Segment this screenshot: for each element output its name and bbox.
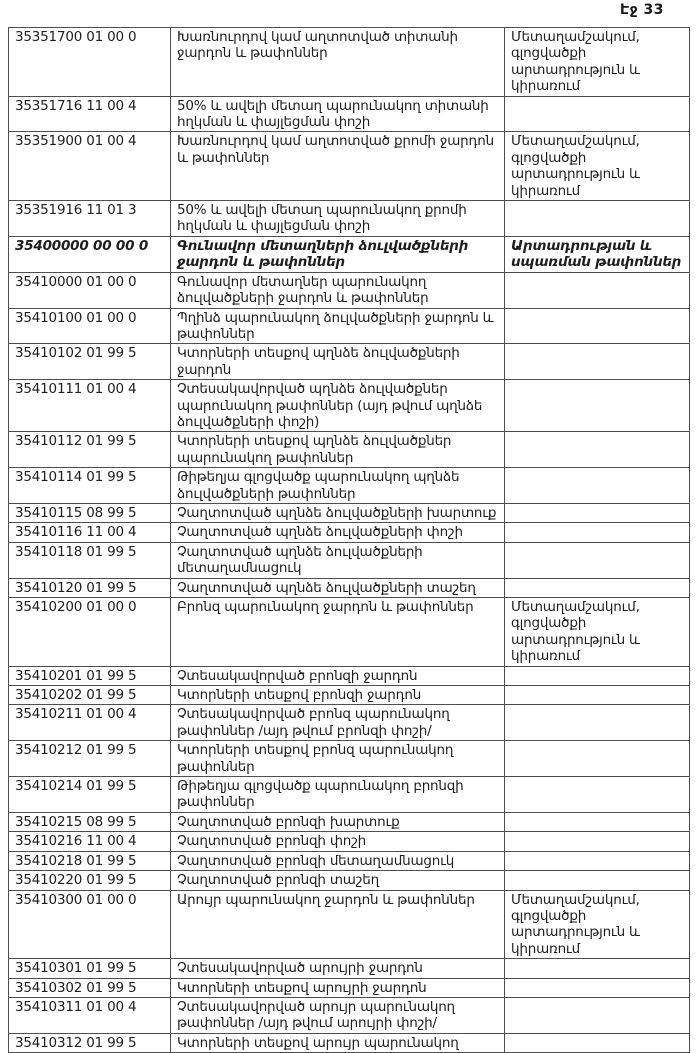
waste-code-cell: 35410000 01 00 0	[9, 272, 171, 308]
waste-origin-cell	[505, 871, 690, 890]
waste-code-cell: 35410115 08 99 5	[9, 503, 171, 522]
waste-code-cell: 35400000 00 00 0	[9, 236, 171, 272]
waste-origin-cell	[505, 959, 690, 978]
waste-origin-cell	[505, 272, 690, 308]
waste-code-cell: 35410214 01 99 5	[9, 777, 171, 813]
waste-origin-cell	[505, 201, 690, 237]
waste-origin-cell: Մետաղամշակում, գլոցվածքի արտադրություն և կիրառում	[505, 132, 690, 201]
waste-description-cell: Չտեսակավորված բրոնզ պարունակող թափոններ /այդ թվում բրոնզի փոշի/	[171, 705, 505, 741]
waste-description-cell: Չաղտոտված բրոնզի տաշեղ	[171, 871, 505, 890]
waste-origin-cell	[505, 542, 690, 578]
waste-origin-cell	[505, 705, 690, 741]
table-row	[9, 598, 690, 667]
table-row	[9, 686, 690, 705]
table-row	[9, 741, 690, 777]
table-row	[9, 812, 690, 831]
waste-code-cell: 35410218 01 99 5	[9, 851, 171, 870]
waste-origin-cell	[505, 666, 690, 685]
waste-origin-cell	[505, 432, 690, 468]
waste-code-cell: 35410215 08 99 5	[9, 812, 171, 831]
waste-origin-cell	[505, 308, 690, 344]
table-row	[9, 1033, 690, 1052]
waste-description-cell: Կտորների տեսքով բրոնզի ջարդոն	[171, 686, 505, 705]
table-row	[9, 578, 690, 597]
waste-code-cell: 35410301 01 99 5	[9, 959, 171, 978]
waste-description-cell: Կտորների տեսքով արույր պարունակող	[171, 1033, 505, 1052]
waste-description-cell: Չաղտոտված պղնձե ձուլվածքների խարտուք	[171, 503, 505, 522]
waste-code-cell: 35410200 01 00 0	[9, 598, 171, 667]
waste-origin-cell: Մետաղամշակում, գլոցվածքի արտադրություն և կիրառում	[505, 890, 690, 959]
table-row	[9, 705, 690, 741]
waste-description-cell: Գունավոր մետաղներ պարունակող ձուլվածքների ջարդոն և թափոններ	[171, 272, 505, 308]
waste-code-cell: 35410311 01 00 4	[9, 997, 171, 1033]
waste-description-cell: Խառնուրդով կամ աղտոտված տիտանի ջարդոն և թափոններ	[171, 28, 505, 97]
waste-description-cell: Կտորների տեսքով պղնձե ձուլվածքներ պարունակող թափոններ	[171, 432, 505, 468]
waste-table-body	[9, 28, 690, 1053]
table-row	[9, 666, 690, 685]
table-row	[9, 978, 690, 997]
waste-origin-cell	[505, 523, 690, 542]
table-row	[9, 132, 690, 201]
waste-code-cell: 35410116 11 00 4	[9, 523, 171, 542]
table-row	[9, 777, 690, 813]
table-row	[9, 272, 690, 308]
waste-code-cell: 35351716 11 00 4	[9, 96, 171, 132]
waste-description-cell: 50% և ավելի մետաղ պարունակող քրոմի հղկման և փայլեցման փոշի	[171, 201, 505, 237]
waste-description-cell: Չտեսակավորված արույր պարունակող թափոններ /այդ թվում արույրի փոշի/	[171, 997, 505, 1033]
waste-description-cell: Չաղտոտված բրոնզի մետաղամնացուկ	[171, 851, 505, 870]
waste-description-cell: Չաղտոտված բրոնզի փոշի	[171, 832, 505, 851]
waste-description-cell: Չաղտոտված պղնձե ձուլվածքների տաշեղ	[171, 578, 505, 597]
table-row	[9, 832, 690, 851]
waste-code-cell: 35410312 01 99 5	[9, 1033, 171, 1052]
waste-origin-cell	[505, 812, 690, 831]
waste-origin-cell: Մետաղամշակում, գլոցվածքի արտադրություն և կիրառում	[505, 598, 690, 667]
waste-description-cell: Կտորների տեսքով բրոնզ պարունակող թափոններ	[171, 741, 505, 777]
waste-code-cell: 35410211 01 00 4	[9, 705, 171, 741]
waste-description-cell: Չտեսակավորված արույրի ջարդոն	[171, 959, 505, 978]
waste-code-cell: 35410302 01 99 5	[9, 978, 171, 997]
waste-description-cell: 50% և ավելի մետաղ պարունակող տիտանի հղկման և փայլեցման փոշի	[171, 96, 505, 132]
table-row	[9, 503, 690, 522]
table-row	[9, 997, 690, 1033]
waste-origin-cell: Արտադրության և սպառման թափոններ	[505, 236, 690, 272]
waste-code-cell: 35410102 01 99 5	[9, 344, 171, 380]
waste-code-cell: 35410111 01 00 4	[9, 380, 171, 432]
page-number-label: Էջ 33	[619, 2, 664, 18]
waste-origin-cell	[505, 468, 690, 504]
waste-description-cell: Պղինձ պարունակող ձուլվածքների ջարդոն և թափոններ	[171, 308, 505, 344]
waste-code-cell: 35410212 01 99 5	[9, 741, 171, 777]
waste-origin-cell	[505, 832, 690, 851]
waste-code-cell: 35410220 01 99 5	[9, 871, 171, 890]
waste-description-cell: Կտորների տեսքով պղնձե ձուլվածքների ջարդոն	[171, 344, 505, 380]
table-row	[9, 201, 690, 237]
waste-origin-cell	[505, 503, 690, 522]
waste-description-cell: Խառնուրդով կամ աղտոտված քրոմի ջարդոն և թափոններ	[171, 132, 505, 201]
waste-code-cell: 35351900 01 00 4	[9, 132, 171, 201]
waste-code-cell: 35410114 01 99 5	[9, 468, 171, 504]
waste-origin-cell	[505, 1033, 690, 1052]
waste-code-cell: 35410202 01 99 5	[9, 686, 171, 705]
waste-description-cell: Բրոնզ պարունակող ջարդոն և թափոններ	[171, 598, 505, 667]
waste-description-cell: Գունավոր մետաղների ձուլվածքների ջարդոն և թափոններ	[171, 236, 505, 272]
waste-description-cell: Չտեսակավորված բրոնզի ջարդոն	[171, 666, 505, 685]
waste-description-cell: Չաղտոտված պղնձե ձուլվածքների մետաղամնացուկ	[171, 542, 505, 578]
waste-origin-cell	[505, 344, 690, 380]
waste-origin-cell	[505, 578, 690, 597]
waste-origin-cell	[505, 741, 690, 777]
table-row	[9, 28, 690, 97]
table-row	[9, 523, 690, 542]
waste-description-cell: Թիթեղյա գլոցվածք պարունակող պղնձե ձուլվածքների թափոններ	[171, 468, 505, 504]
waste-origin-cell	[505, 380, 690, 432]
waste-origin-cell	[505, 997, 690, 1033]
table-row	[9, 871, 690, 890]
table-row	[9, 542, 690, 578]
waste-origin-cell	[505, 978, 690, 997]
waste-code-cell: 35410201 01 99 5	[9, 666, 171, 685]
table-row	[9, 236, 690, 272]
waste-code-cell: 35410120 01 99 5	[9, 578, 171, 597]
waste-code-cell: 35351700 01 00 0	[9, 28, 171, 97]
waste-origin-cell	[505, 777, 690, 813]
table-row	[9, 96, 690, 132]
waste-description-cell: Չտեսակավորված պղնձե ձուլվածքներ պարունակող թափոններ (այդ թվում պղնձե ձուլվածքների փոշի)	[171, 380, 505, 432]
table-row	[9, 344, 690, 380]
waste-code-cell: 35410216 11 00 4	[9, 832, 171, 851]
waste-origin-cell	[505, 96, 690, 132]
waste-origin-cell: Մետաղամշակում, գլոցվածքի արտադրություն և կիրառում	[505, 28, 690, 97]
waste-description-cell: Արույր պարունակող ջարդոն և թափոններ	[171, 890, 505, 959]
table-row	[9, 959, 690, 978]
table-row	[9, 308, 690, 344]
table-row	[9, 851, 690, 870]
waste-code-cell: 35351916 11 01 3	[9, 201, 171, 237]
table-row	[9, 380, 690, 432]
waste-origin-cell	[505, 686, 690, 705]
table-row	[9, 468, 690, 504]
table-row	[9, 432, 690, 468]
waste-description-cell: Չաղտոտված բրոնզի խարտուք	[171, 812, 505, 831]
waste-classification-table	[8, 27, 690, 1053]
waste-description-cell: Կտորների տեսքով արույրի ջարդոն	[171, 978, 505, 997]
waste-code-cell: 35410300 01 00 0	[9, 890, 171, 959]
waste-origin-cell	[505, 851, 690, 870]
waste-code-cell: 35410112 01 99 5	[9, 432, 171, 468]
waste-code-cell: 35410100 01 00 0	[9, 308, 171, 344]
waste-description-cell: Չաղտոտված պղնձե ձուլվածքների փոշի	[171, 523, 505, 542]
table-row	[9, 890, 690, 959]
waste-description-cell: Թիթեղյա գլոցվածք պարունակող բրոնզի թափոններ	[171, 777, 505, 813]
waste-code-cell: 35410118 01 99 5	[9, 542, 171, 578]
